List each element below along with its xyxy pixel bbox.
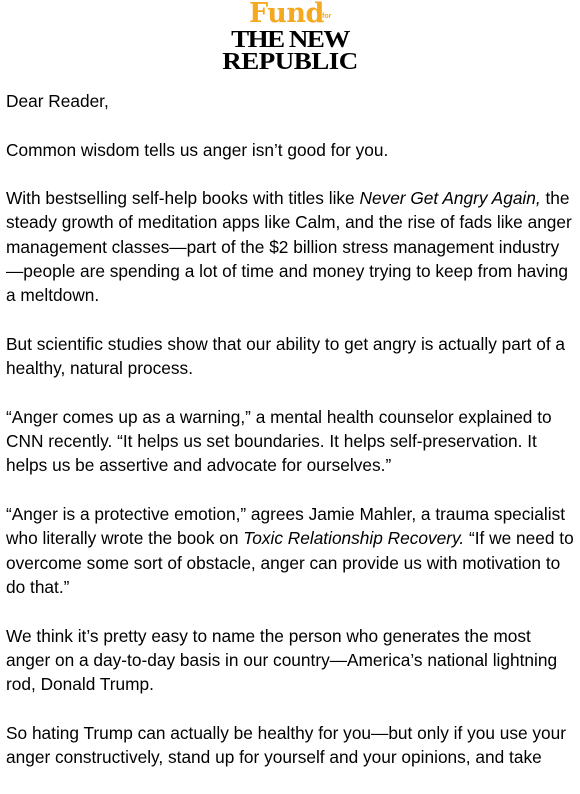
book-title-never-get-angry-again: Never Get Angry Again, <box>359 188 541 209</box>
greeting: Dear Reader, <box>6 91 109 111</box>
paragraph-7: So hating Trump can actually be healthy for you—but only if you use your anger constructively, stand up for yourself and your opinions, and take <box>6 722 567 768</box>
paragraph-2 <box>6 186 576 307</box>
paragraph-1: Common wisdom tells us anger isn’t good for you. <box>6 139 389 160</box>
paragraph-2-text-a: With bestselling self-help books with titles like <box>6 188 360 209</box>
paragraph-5-text-b: “If we need to overcome some sort of obstacle, anger can provide us with motivation to do that.” <box>6 528 574 597</box>
book-title-toxic-relationship-recovery: Toxic Relationship Recovery. <box>243 528 465 549</box>
paragraph-5-text-a: “Anger is a protective emotion,” agrees Jamie Mahler, a trauma specialist who literally wrote the book on <box>6 504 566 549</box>
logo-wordmark-line1: THE NEW <box>231 25 349 53</box>
paragraph-6: We think it’s pretty easy to name the person who generates the most anger on a day-to-day basis in our country—America’s national lightning rod, Donald Trump. <box>6 625 558 695</box>
logo-fund-word: Fund <box>249 0 324 29</box>
paragraph-2-text-b: the steady growth of meditation apps like Calm, and the rise of fads like anger management classes—part of the $2 billion stress management industry—people are spending a lot of time and money trying to keep from having a meltdown. <box>6 188 572 306</box>
letter-body <box>6 89 576 794</box>
paragraph-5 <box>6 502 576 599</box>
logo-wordmark-line2: REPUBLIC <box>222 47 358 75</box>
paragraph-4: “Anger comes up as a warning,” a mental health counselor explained to CNN recently. “It helps us set boundaries. It helps self-preservation. It helps us be assertive and advocate for ourselves.” <box>6 406 552 476</box>
fund-for-the-new-republic-logo[interactable] <box>0 0 580 80</box>
paragraph-3: But scientific studies show that our ability to get angry is actually part of a healthy, natural process. <box>6 333 566 379</box>
logo-for-word: for <box>322 13 332 20</box>
